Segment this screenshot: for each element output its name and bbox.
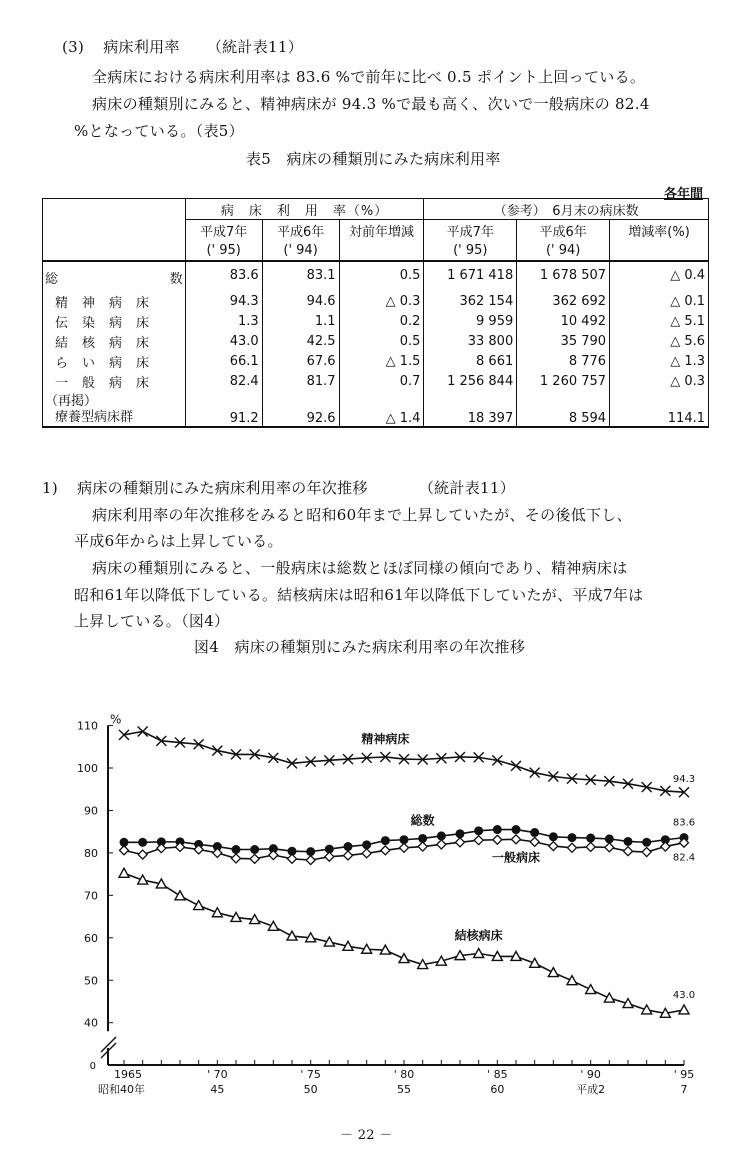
subsection-number: 1) — [42, 479, 58, 497]
x-tick-label-japanese: 45 — [210, 1083, 225, 1096]
row-label-text: 結核病床 — [55, 335, 164, 351]
y-tick-label: 110 — [77, 719, 98, 733]
cell: 1 671 418 — [424, 261, 517, 291]
subsection-title: 病床の種類別にみた病床利用率の年次推移 — [77, 479, 368, 497]
x-tick-label-japanese: 60 — [490, 1083, 505, 1096]
data-point-open-triangle — [679, 1005, 689, 1014]
row-label-left: 総 — [45, 272, 59, 287]
data-point-open-diamond — [157, 844, 166, 853]
data-point-open-triangle — [567, 976, 577, 985]
cell: △ 0.1 — [610, 291, 709, 311]
col-header: 平成6年 — [517, 220, 610, 241]
y-tick-label: 0 — [89, 1061, 96, 1072]
row-label-text: らい病床 — [55, 355, 164, 371]
data-point-open-diamond — [120, 846, 129, 855]
col-subheader: (' 95) — [185, 240, 262, 261]
data-point-open-diamond — [138, 850, 147, 859]
data-point-open-triangle — [287, 931, 297, 940]
data-point-filled-circle — [530, 828, 539, 837]
col-subheader: (' 94) — [262, 240, 339, 261]
cell: 1 260 757 — [517, 371, 610, 391]
cell: 18 397 — [424, 391, 517, 427]
row-label-text: 精神病床 — [55, 295, 164, 311]
data-point-open-diamond — [549, 842, 558, 851]
col-header: 平成6年 — [262, 220, 339, 241]
cell: 0.5 — [339, 261, 424, 291]
col-header: 平成7年 — [185, 220, 262, 241]
col-subheader: (' 94) — [517, 240, 610, 261]
y-tick-label: 80 — [84, 846, 98, 860]
section-paragraph-2-line-2: %となっている。（表5） — [74, 122, 244, 140]
group-header-bed-count: （参考） 6月末の病床数 — [424, 199, 709, 220]
cell: 362 692 — [517, 291, 610, 311]
x-marker-stroke — [511, 761, 521, 771]
data-point-open-diamond — [288, 854, 297, 863]
cell: 1 256 844 — [424, 371, 517, 391]
series-end-value-label: 82.4 — [672, 852, 696, 864]
chart-title: 図4 病床の種類別にみた病床利用率の年次推移 — [194, 638, 526, 656]
cell: 362 154 — [424, 291, 517, 311]
chart-axes — [77, 713, 694, 1096]
x-tick-label-western: ' 85 — [487, 1068, 508, 1081]
data-point-open-diamond — [642, 848, 651, 857]
cell: 1.3 — [185, 311, 262, 331]
y-tick-label: 40 — [84, 1016, 98, 1030]
data-point-filled-circle — [642, 838, 651, 847]
cell: 33 800 — [424, 331, 517, 351]
cell: △ 0.3 — [339, 291, 424, 311]
subsection-paragraph-2-line-2: 昭和61年以降低下している。結核病床は昭和61年以降低下していたが、平成7年は — [74, 586, 644, 604]
subsection-ref: （統計表11） — [418, 479, 516, 497]
section-paragraph-2-line-1: 病床の種類別にみると、精神病床が 94.3 %で最も高く、次いで一般病床の 82.4 — [92, 95, 650, 113]
data-point-open-diamond — [418, 842, 427, 851]
data-point-open-triangle — [586, 985, 596, 994]
series-end-value-label: 43.0 — [672, 989, 696, 1001]
cell: 8 661 — [424, 351, 517, 371]
data-point-open-diamond — [213, 848, 222, 857]
cell: 82.4 — [185, 371, 262, 391]
series-name-label: 精神病床 — [361, 731, 410, 746]
cell: 92.6 — [262, 391, 339, 427]
x-tick-label-japanese: 55 — [397, 1083, 411, 1096]
data-point-filled-circle — [586, 834, 595, 843]
subsection-paragraph-2-line-3: 上昇している。（図4） — [74, 612, 230, 630]
data-point-open-diamond — [586, 842, 595, 851]
x-tick-label-western: 1965 — [114, 1068, 142, 1081]
data-point-filled-circle — [568, 833, 577, 842]
cell: 114.1 — [610, 391, 709, 427]
section-ref: （統計表11） — [206, 38, 304, 56]
data-point-open-diamond — [362, 849, 371, 858]
cell: 8 776 — [517, 351, 610, 371]
col-header: 平成7年 — [424, 220, 517, 241]
x-tick-label-japanese: 昭和40年 — [98, 1083, 145, 1096]
data-point-open-diamond — [232, 854, 241, 863]
data-point-open-triangle — [119, 868, 129, 877]
cell: 1 678 507 — [517, 261, 610, 291]
data-point-open-diamond — [381, 846, 390, 855]
x-tick-label-japanese: 平成2 — [576, 1083, 606, 1096]
col-subheader: (' 95) — [424, 240, 517, 261]
y-tick-label: 50 — [84, 974, 98, 988]
data-point-open-triangle — [604, 993, 614, 1002]
cell: 91.2 — [185, 391, 262, 427]
section-paragraph-1: 全病床における病床利用率は 83.6 %で前年に比べ 0.5 ポイント上回っている。 — [92, 68, 646, 86]
data-point-open-triangle — [548, 968, 558, 977]
col-header: 対前年増減 — [339, 220, 424, 241]
data-point-filled-circle — [512, 825, 521, 834]
data-point-open-diamond — [661, 842, 670, 851]
cell: 1.1 — [262, 311, 339, 331]
y-tick-label: 60 — [84, 931, 98, 945]
x-tick-label-western: ' 80 — [393, 1068, 415, 1081]
y-tick-label: 70 — [84, 889, 98, 903]
x-tick-label-japanese: 7 — [680, 1083, 688, 1096]
data-point-open-diamond — [344, 851, 353, 860]
data-point-open-diamond — [269, 851, 278, 860]
subsection-paragraph-1-line-2: 平成6年からは上昇している。 — [74, 532, 283, 550]
row-label-text: 伝染病床 — [55, 315, 164, 331]
col-header: 増減率(%) — [610, 220, 709, 241]
data-point-filled-circle — [232, 845, 241, 854]
data-point-open-diamond — [530, 837, 539, 846]
cell: 81.7 — [262, 371, 339, 391]
subsection-paragraph-1-line-1: 病床利用率の年次推移をみると昭和60年まで上昇していたが、その後低下し、 — [92, 506, 632, 524]
data-point-filled-circle — [138, 838, 147, 847]
cell: 0.7 — [339, 371, 424, 391]
series-end-value-label: 94.3 — [672, 774, 696, 786]
cell: 43.0 — [185, 331, 262, 351]
data-point-open-diamond — [568, 843, 577, 852]
row-label-right: 数 — [169, 272, 183, 287]
cell: △ 0.4 — [610, 261, 709, 291]
data-point-open-diamond — [624, 847, 633, 856]
cell: 0.5 — [339, 331, 424, 351]
cell: △ 1.3 — [610, 351, 709, 371]
x-tick-label-western: ' 75 — [300, 1068, 321, 1081]
table-title: 表5 病床の種類別にみた病床利用率 — [246, 150, 501, 168]
section-number: (3) — [62, 38, 85, 56]
x-tick-label-western: ' 95 — [673, 1068, 695, 1081]
data-point-x-marker — [511, 761, 521, 771]
row-label-text: 療養型病床群 — [55, 410, 134, 425]
data-point-filled-circle — [624, 837, 633, 846]
x-tick-label-japanese: 50 — [303, 1083, 318, 1096]
data-point-open-triangle — [194, 901, 204, 910]
cell: △ 1.5 — [339, 351, 424, 371]
cell: △ 0.3 — [610, 371, 709, 391]
data-point-filled-circle — [549, 832, 558, 841]
data-point-filled-circle — [493, 825, 502, 834]
series-name-label: 結核病床 — [454, 928, 503, 943]
table-note: 各年間 — [664, 187, 704, 202]
x-tick-label-western: ' 90 — [580, 1068, 601, 1081]
cell: 94.3 — [185, 291, 262, 311]
data-point-filled-circle — [344, 842, 353, 851]
series-end-value-label: 83.6 — [672, 817, 696, 829]
cell: 9 959 — [424, 311, 517, 331]
y-tick-label: 100 — [77, 762, 98, 775]
data-point-open-diamond — [306, 856, 315, 865]
series-tuberculosis — [119, 868, 689, 1017]
data-point-filled-circle — [250, 845, 259, 854]
cell: 42.5 — [262, 331, 339, 351]
chart-series — [119, 726, 689, 1017]
row-label-text: 一般病床 — [55, 375, 164, 391]
data-point-open-diamond — [474, 836, 483, 845]
page-number: － 22 － — [340, 1128, 393, 1143]
data-point-open-triangle — [175, 891, 185, 900]
data-point-filled-circle — [474, 826, 483, 835]
data-point-open-diamond — [512, 835, 521, 844]
cell: 66.1 — [185, 351, 262, 371]
cell: △ 1.4 — [339, 391, 424, 427]
data-point-open-diamond — [250, 854, 259, 863]
row-label-prefix: （再掲） — [45, 394, 98, 409]
cell: 94.6 — [262, 291, 339, 311]
cell: 83.6 — [185, 261, 262, 291]
data-point-open-triangle — [474, 949, 484, 958]
cell: 67.6 — [262, 351, 339, 371]
data-point-open-triangle — [399, 954, 409, 963]
y-axis-unit: % — [110, 712, 122, 727]
cell: 10 492 — [517, 311, 610, 331]
data-point-open-diamond — [456, 838, 465, 847]
data-point-filled-circle — [381, 836, 390, 845]
cell: 35 790 — [517, 331, 610, 351]
series-line — [124, 873, 684, 1013]
x-tick-label-western: ' 70 — [207, 1068, 228, 1081]
subsection-paragraph-2-line-1: 病床の種類別にみると、一般病床は総数とほぼ同様の傾向であり、精神病床は — [92, 559, 628, 577]
data-point-open-diamond — [325, 852, 334, 861]
cell: 83.1 — [262, 261, 339, 291]
cell: 0.2 — [339, 311, 424, 331]
group-header-utilization: 病 床 利 用 率（%） — [185, 199, 424, 220]
series-name-label: 総数 — [410, 813, 435, 828]
data-point-open-diamond — [493, 835, 502, 844]
data-point-open-diamond — [437, 840, 446, 849]
data-point-open-diamond — [400, 843, 409, 852]
section-title: 病床利用率 — [103, 38, 180, 56]
data-point-open-diamond — [605, 843, 614, 852]
cell: △ 5.1 — [610, 311, 709, 331]
cell: 8 594 — [517, 391, 610, 427]
cell: △ 5.6 — [610, 331, 709, 351]
y-tick-label: 90 — [84, 804, 98, 818]
series-name-label: 一般病床 — [491, 850, 541, 865]
